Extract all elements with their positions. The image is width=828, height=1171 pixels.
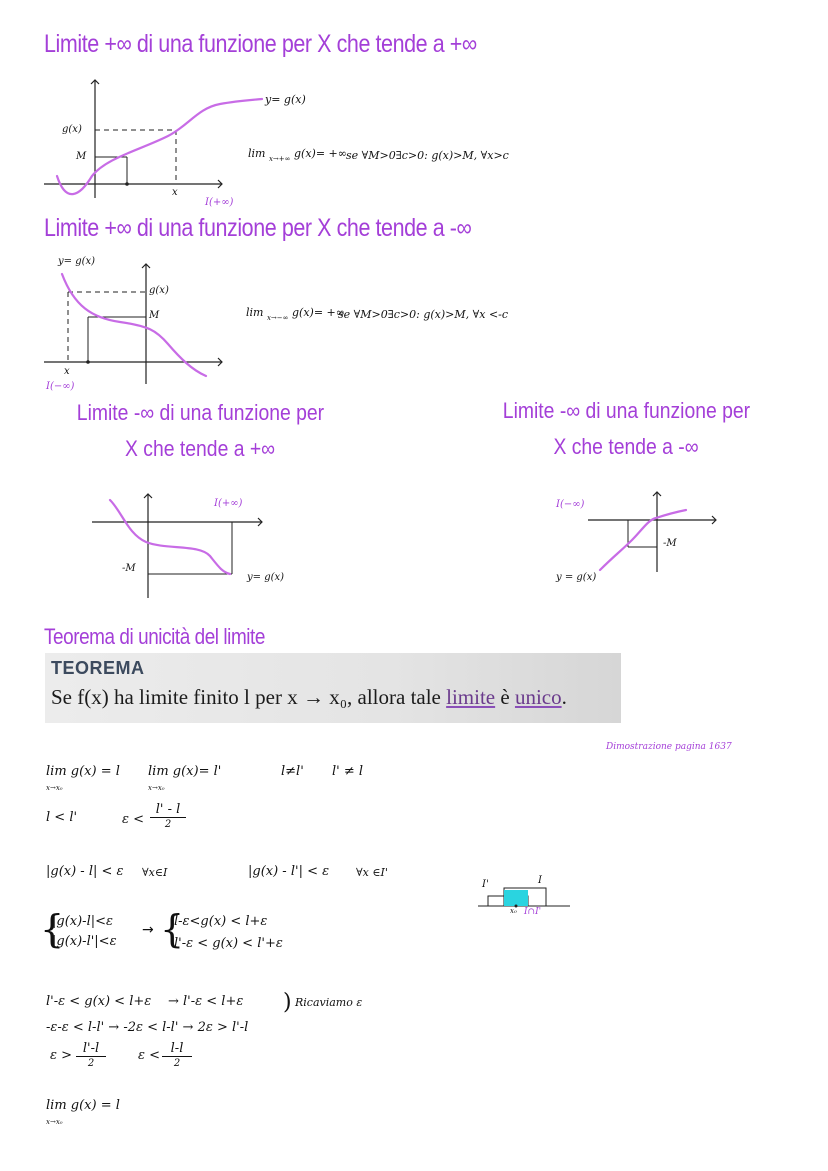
note-line3-d: ∀x ∈I' [356, 866, 388, 879]
section4-title-line2: X che tende a -∞ [553, 434, 699, 459]
formula-sub: x→−∞ [266, 314, 289, 322]
theorem-keyword-unico: unico [514, 685, 562, 709]
system-right-1: l-ε<g(x) < l+ε [174, 914, 268, 929]
note-line1-a [46, 764, 120, 794]
note-line2-den: 2 [164, 819, 172, 830]
formula-lim: lim [248, 147, 266, 160]
fx-label: g(x) [62, 124, 82, 135]
note-line3-a: |g(x) - l| < ε [46, 864, 124, 879]
curve-label: y= g(x) [58, 256, 96, 267]
m-label: M [76, 151, 87, 162]
theorem-section-title: Teorema di unicità del limite [44, 624, 265, 649]
note-line8-sub: x→x₀ [46, 1118, 63, 1126]
theorem-text-mid: è [495, 685, 515, 709]
note-line8 [46, 1098, 120, 1128]
note-line7-b-den: 2 [173, 1058, 181, 1069]
m-label: -M [122, 563, 136, 574]
demo-reference: Dimostrazione pagina 1637 [606, 742, 732, 752]
note-line7-b: ε < [138, 1048, 161, 1063]
note-line2-a: l < l' [46, 810, 78, 825]
theorem-text [51, 685, 567, 710]
formula [248, 147, 347, 163]
note-line5-b: → l'-ε < l+ε [168, 994, 244, 1009]
note-line1-b [148, 764, 221, 794]
formula-condition: se ∀M>0∃c>0: g(x)>M, ∀x <-c [338, 308, 509, 321]
note-line7-a: ε > [50, 1048, 73, 1063]
theorem-keyword-limite: limite [446, 685, 496, 709]
theorem-box [45, 653, 621, 723]
section1-title: Limite +∞ di una funzione per X che tende a +∞ [44, 30, 477, 58]
interval-label: I(+∞) [214, 498, 243, 509]
note-line8-text: lim g(x) = l [46, 1098, 120, 1113]
m-label: M [149, 310, 160, 321]
note-line3-b: ∀x∈I [142, 866, 168, 879]
arrow-icon: → [142, 922, 154, 938]
interval-label: I(−∞) [46, 381, 75, 392]
formula-body: g(x)= +∞ [291, 306, 345, 319]
note-line2-num: l' - l [150, 803, 186, 818]
section4-title-line1: Limite -∞ di una funzione per [502, 398, 751, 423]
theorem-label: TEOREMA [51, 658, 145, 678]
section3-title-line2: X che tende a +∞ [125, 436, 275, 461]
curve-label: y= g(x) [265, 93, 306, 106]
fx-label: g(x) [149, 285, 169, 296]
system-left-2: |g(x)-l'|<ε [52, 934, 117, 949]
x-label: x [172, 187, 178, 198]
curve-label: y = g(x) [556, 572, 597, 583]
note-line1-c: l≠l' [281, 764, 304, 779]
x-label: x [64, 366, 70, 377]
note-line7-a-fraction [76, 1042, 106, 1071]
section3-title [77, 395, 323, 467]
theorem-text-before: Se f(x) ha limite finito l per x → x₀, allora tale [51, 685, 447, 709]
brace-right: { [160, 907, 185, 951]
note-line3-c: |g(x) - l'| < ε [248, 864, 330, 879]
note-line5-a: l'-ε < g(x) < l+ε [46, 994, 152, 1009]
note-line1-a-sub: x→x₀ [46, 784, 63, 792]
note-line2-fraction [150, 803, 186, 832]
note-line7-b-num: l-l [162, 1042, 192, 1057]
formula-condition: se ∀M>0∃c>0: g(x)>M, ∀x>c [346, 149, 509, 162]
note-line1-d: l' ≠ l [332, 764, 364, 779]
note-line7-b-fraction [162, 1042, 192, 1071]
section4-title [503, 393, 749, 465]
section2-title: Limite +∞ di una funzione per X che tende a -∞ [44, 214, 472, 242]
formula-lim: lim [246, 306, 264, 319]
curve-label: y= g(x) [247, 572, 285, 583]
note-line1-b-sub: x→x₀ [148, 784, 165, 792]
theorem-text-after: . [561, 685, 567, 709]
note-line1-b-text: lim g(x)= l' [148, 764, 222, 779]
m-label: -M [663, 538, 677, 549]
interval-i: I [538, 875, 542, 886]
note-line5-c: Ricaviamo ε [295, 996, 363, 1009]
interval-x0: x₀ [510, 907, 517, 915]
brace-small: ) [283, 990, 292, 1015]
interval-label: I(+∞) [205, 197, 234, 208]
note-line1-a-text: lim g(x) = l [46, 764, 120, 779]
note-line6: -ε-ε < l-l' → -2ε < l-l' → 2ε > l'-l [46, 1020, 249, 1035]
formula-body: g(x)= +∞ [293, 147, 347, 160]
interval-label: I(−∞) [556, 499, 585, 510]
note-line7-a-num: l'-l [76, 1042, 106, 1057]
note-line2-b: ε < [122, 812, 145, 827]
interval-intersection: I∩I' [524, 907, 542, 917]
section3-title-line1: Limite -∞ di una funzione per [76, 400, 325, 425]
note-line7-a-den: 2 [87, 1058, 95, 1069]
interval-i-prime: I' [482, 879, 489, 890]
system-left-1: |g(x)-l|<ε [52, 914, 113, 929]
system-right-2: l'-ε < g(x) < l'+ε [174, 936, 283, 951]
brace-left: { [40, 907, 65, 951]
formula [246, 306, 345, 322]
formula-sub: x→+∞ [268, 155, 291, 163]
